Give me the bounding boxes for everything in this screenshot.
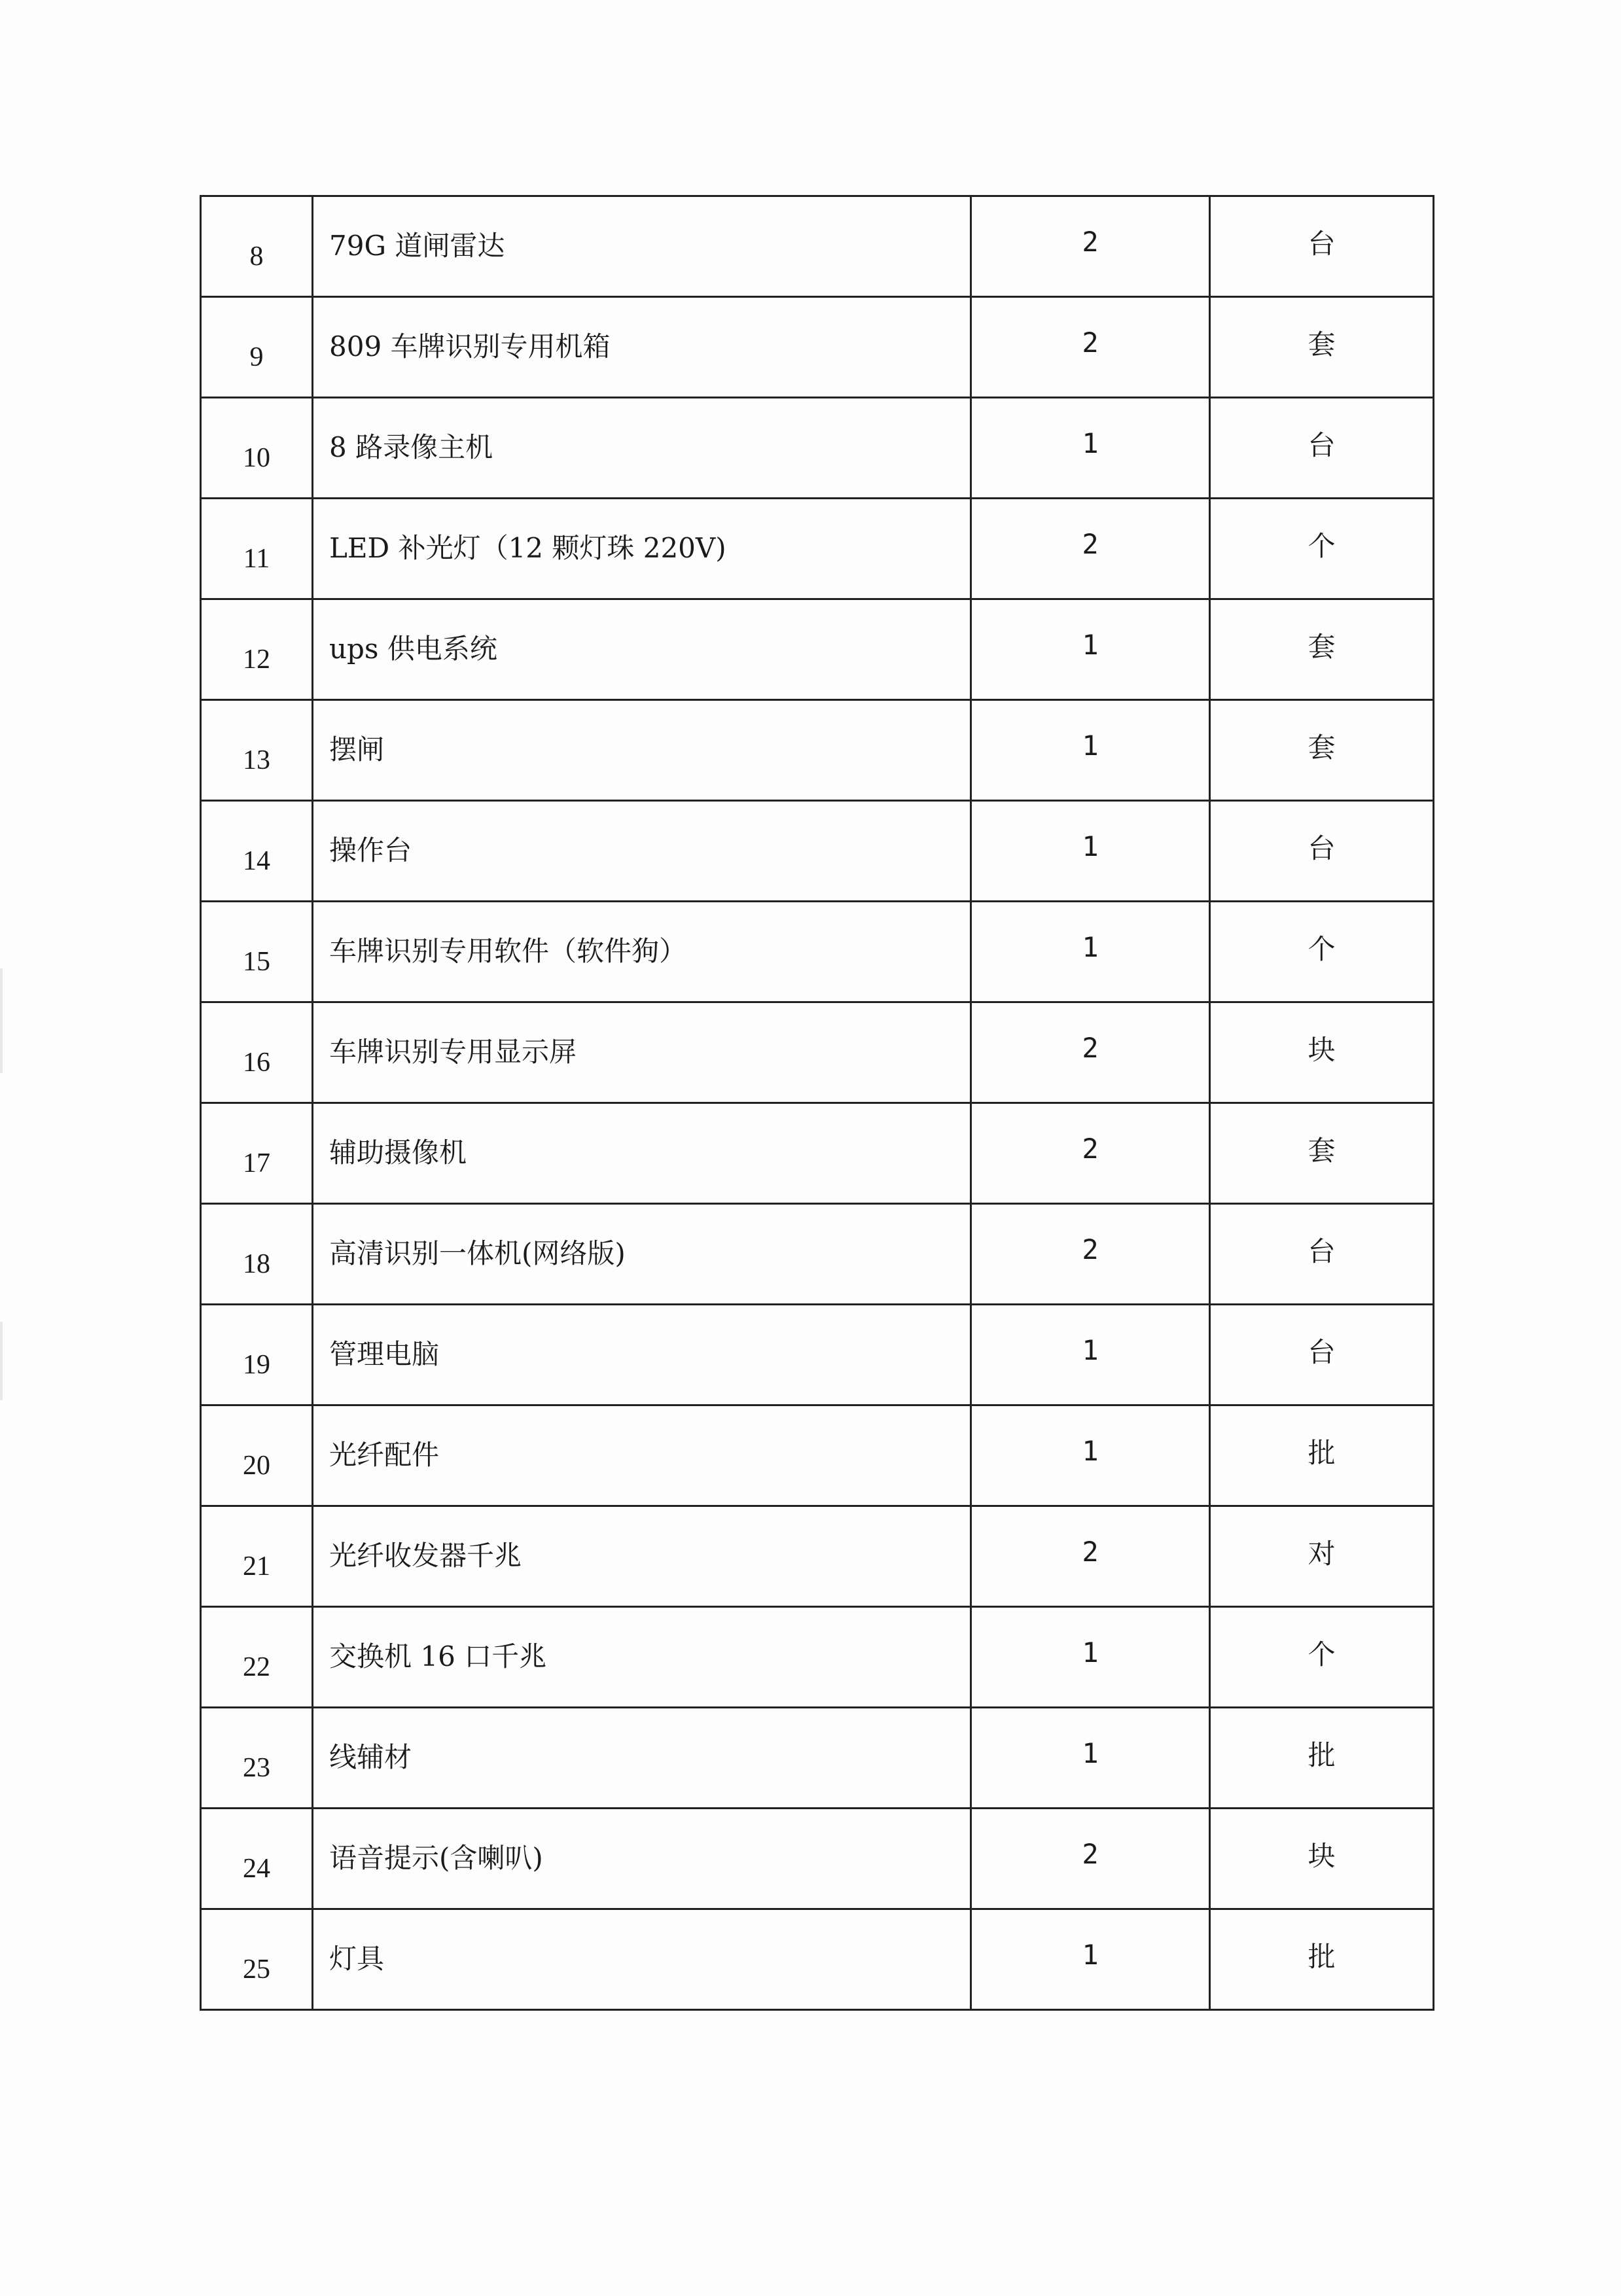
item-name-cell: 79G 道闸雷达	[313, 196, 971, 297]
table-row	[201, 1305, 1434, 1405]
row-number-cell: 19	[201, 1305, 313, 1405]
item-name-cell: 车牌识别专用软件（软件狗）	[313, 902, 971, 1002]
quantity-cell: 2	[971, 1809, 1210, 1909]
quantity-cell: 2	[971, 1506, 1210, 1607]
row-number-cell: 24	[201, 1809, 313, 1909]
table-row	[201, 801, 1434, 902]
item-name-cell: 车牌识别专用显示屏	[313, 1002, 971, 1103]
table-row	[201, 196, 1434, 297]
unit-cell: 套	[1210, 1103, 1434, 1204]
quantity-cell: 1	[971, 1305, 1210, 1405]
quantity-cell: 2	[971, 1204, 1210, 1305]
item-name-cell: 操作台	[313, 801, 971, 902]
unit-cell: 块	[1210, 1002, 1434, 1103]
scan-edge-mark	[0, 968, 3, 1073]
item-name-cell: 809 车牌识别专用机箱	[313, 297, 971, 398]
row-number-cell: 11	[201, 499, 313, 599]
unit-cell: 对	[1210, 1506, 1434, 1607]
equipment-table	[200, 195, 1434, 2011]
row-number-cell: 15	[201, 902, 313, 1002]
quantity-cell: 1	[971, 1405, 1210, 1506]
item-name-cell: 管理电脑	[313, 1305, 971, 1405]
scan-edge-mark	[0, 1322, 3, 1400]
row-number-cell: 9	[201, 297, 313, 398]
row-number-cell: 8	[201, 196, 313, 297]
table-row	[201, 1002, 1434, 1103]
unit-cell: 台	[1210, 398, 1434, 499]
unit-cell: 套	[1210, 599, 1434, 700]
item-name-cell: 光纤配件	[313, 1405, 971, 1506]
item-name-cell: 语音提示(含喇叭)	[313, 1809, 971, 1909]
unit-cell: 批	[1210, 1405, 1434, 1506]
quantity-cell: 2	[971, 196, 1210, 297]
item-name-cell: LED 补光灯（12 颗灯珠 220V)	[313, 499, 971, 599]
table-row	[201, 499, 1434, 599]
unit-cell: 套	[1210, 700, 1434, 801]
unit-cell: 块	[1210, 1809, 1434, 1909]
table-row	[201, 1809, 1434, 1909]
unit-cell: 个	[1210, 1607, 1434, 1708]
row-number-cell: 16	[201, 1002, 313, 1103]
quantity-cell: 2	[971, 499, 1210, 599]
quantity-cell: 1	[971, 398, 1210, 499]
table-row	[201, 398, 1434, 499]
unit-cell: 批	[1210, 1909, 1434, 2010]
unit-cell: 个	[1210, 902, 1434, 1002]
item-name-cell: ups 供电系统	[313, 599, 971, 700]
quantity-cell: 1	[971, 1909, 1210, 2010]
quantity-cell: 2	[971, 1103, 1210, 1204]
table-row	[201, 1708, 1434, 1809]
table-row	[201, 297, 1434, 398]
unit-cell: 台	[1210, 801, 1434, 902]
table-row	[201, 1506, 1434, 1607]
item-name-cell: 摆闸	[313, 700, 971, 801]
item-name-cell: 线辅材	[313, 1708, 971, 1809]
quantity-cell: 1	[971, 1607, 1210, 1708]
row-number-cell: 13	[201, 700, 313, 801]
row-number-cell: 21	[201, 1506, 313, 1607]
row-number-cell: 20	[201, 1405, 313, 1506]
table-row	[201, 1103, 1434, 1204]
table-row	[201, 1909, 1434, 2010]
row-number-cell: 12	[201, 599, 313, 700]
row-number-cell: 17	[201, 1103, 313, 1204]
quantity-cell: 1	[971, 1708, 1210, 1809]
quantity-cell: 1	[971, 700, 1210, 801]
item-name-cell: 灯具	[313, 1909, 971, 2010]
row-number-cell: 10	[201, 398, 313, 499]
table-row	[201, 700, 1434, 801]
row-number-cell: 25	[201, 1909, 313, 2010]
item-name-cell: 交换机 16 口千兆	[313, 1607, 971, 1708]
item-name-cell: 光纤收发器千兆	[313, 1506, 971, 1607]
table-row	[201, 1204, 1434, 1305]
table-row	[201, 1607, 1434, 1708]
row-number-cell: 14	[201, 801, 313, 902]
item-name-cell: 8 路录像主机	[313, 398, 971, 499]
equipment-table-body	[201, 196, 1434, 2010]
item-name-cell: 辅助摄像机	[313, 1103, 971, 1204]
row-number-cell: 23	[201, 1708, 313, 1809]
quantity-cell: 2	[971, 1002, 1210, 1103]
item-name-cell: 高清识别一体机(网络版)	[313, 1204, 971, 1305]
quantity-cell: 1	[971, 902, 1210, 1002]
unit-cell: 台	[1210, 196, 1434, 297]
table-row	[201, 599, 1434, 700]
unit-cell: 套	[1210, 297, 1434, 398]
quantity-cell: 1	[971, 801, 1210, 902]
unit-cell: 个	[1210, 499, 1434, 599]
row-number-cell: 22	[201, 1607, 313, 1708]
table-row	[201, 902, 1434, 1002]
unit-cell: 台	[1210, 1204, 1434, 1305]
quantity-cell: 2	[971, 297, 1210, 398]
row-number-cell: 18	[201, 1204, 313, 1305]
unit-cell: 批	[1210, 1708, 1434, 1809]
quantity-cell: 1	[971, 599, 1210, 700]
unit-cell: 台	[1210, 1305, 1434, 1405]
table-row	[201, 1405, 1434, 1506]
